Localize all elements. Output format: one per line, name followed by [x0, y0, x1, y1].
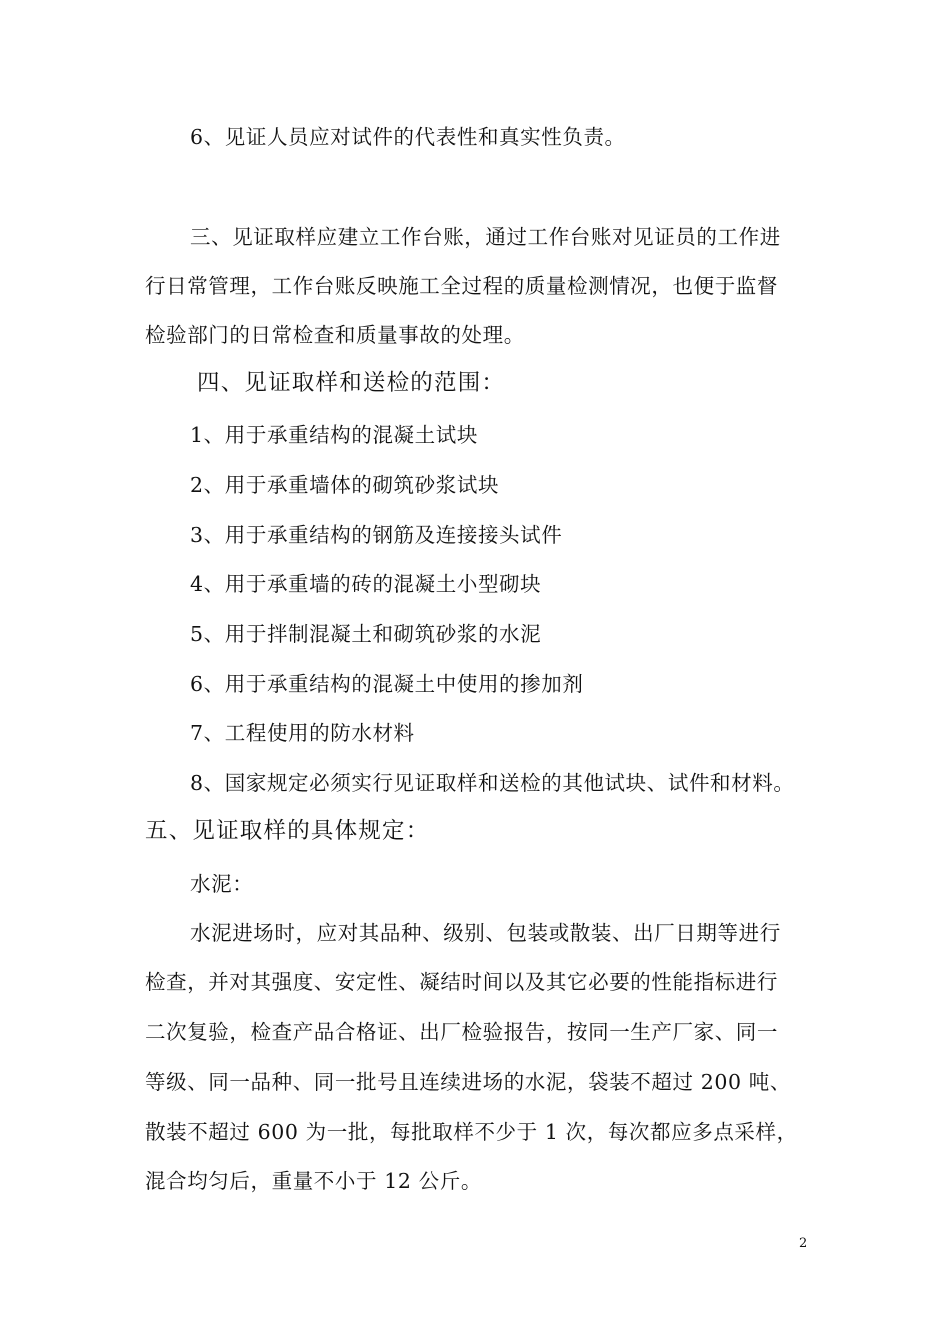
subheading-cement: 水泥：: [190, 872, 254, 896]
section-heading-scope: 四、见证取样和送检的范围：: [197, 370, 506, 396]
paragraph-line-cement-2: 检查，并对其强度、安定性、凝结时间以及其它必要的性能指标进行: [145, 970, 778, 994]
list-item-scope-5: 5、用于拌制混凝土和砌筑砂浆的水泥: [190, 622, 542, 646]
paragraph-line-ledger-1: 三、见证取样应建立工作台账，通过工作台账对见证员的工作进: [190, 225, 781, 249]
list-item-scope-8: 8、国家规定必须实行见证取样和送检的其他试块、试件和材料。: [190, 771, 795, 795]
list-item-scope-7: 7、工程使用的防水材料: [190, 721, 415, 745]
list-item-scope-4: 4、用于承重墙的砖的混凝土小型砌块: [190, 572, 542, 596]
list-item-scope-6: 6、用于承重结构的混凝土中使用的掺加剂: [190, 672, 584, 696]
list-item-scope-3: 3、用于承重结构的钢筋及连接接头试件: [190, 523, 563, 547]
list-item-scope-1: 1、用于承重结构的混凝土试块: [190, 423, 478, 447]
paragraph-line-cement-6: 混合均匀后，重量不小于 12 公斤。: [145, 1169, 482, 1193]
paragraph-line-ledger-2: 行日常管理，工作台账反映施工全过程的质量检测情况，也便于监督: [145, 274, 778, 298]
paragraph-line-cement-4: 等级、同一品种、同一批号且连续进场的水泥，袋装不超过 200 吨、: [145, 1070, 791, 1094]
paragraph-line-cement-3: 二次复验，检查产品合格证、出厂检验报告，按同一生产厂家、同一: [145, 1020, 778, 1044]
page-number: 2: [799, 1236, 808, 1251]
paragraph-line-cement-5: 散装不超过 600 为一批，每批取样不少于 1 次，每次都应多点采样，: [145, 1120, 798, 1144]
paragraph-line-ledger-3: 检验部门的日常检查和质量事故的处理。: [145, 323, 525, 347]
section-heading-rules: 五、见证取样的具体规定：: [145, 818, 430, 844]
list-item-scope-2: 2、用于承重墙体的砌筑砂浆试块: [190, 473, 500, 497]
paragraph-line-witness-responsibility: 6、见证人员应对试件的代表性和真实性负责。: [190, 125, 626, 149]
paragraph-line-cement-1: 水泥进场时，应对其品种、级别、包装或散装、出厂日期等进行: [190, 921, 781, 945]
